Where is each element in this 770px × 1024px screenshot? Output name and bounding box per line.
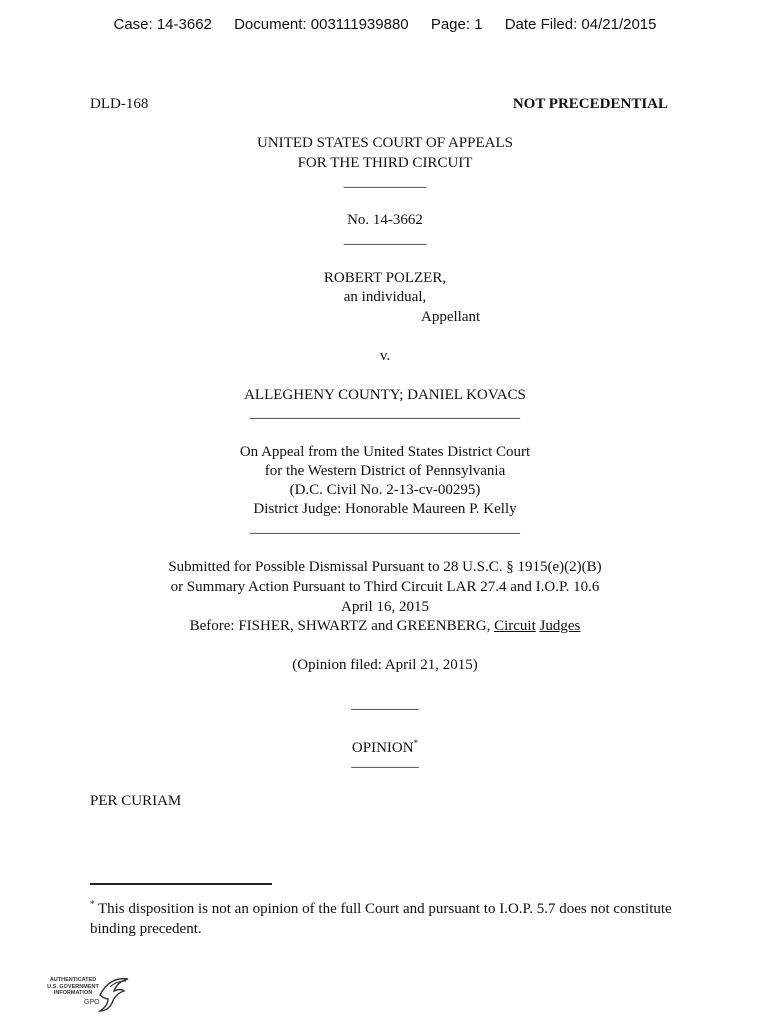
panel-before: Before: FISHER, SHWARTZ and GREENBERG, (189, 618, 491, 634)
footnote-divider (90, 883, 272, 885)
court-name-line1: UNITED STATES COURT OF APPEALS (257, 135, 513, 151)
precedential-status: NOT PRECEDENTIAL (512, 96, 668, 112)
separator-rule: _________ (351, 754, 419, 770)
separator-rule: _________ (351, 696, 419, 712)
appellant-role: Appellant (421, 309, 481, 325)
gpo-label: GPO (84, 999, 100, 1006)
separator-rule: ____________________________________ (250, 520, 520, 536)
versus: v. (379, 348, 391, 364)
submission-line2: or Summary Action Pursuant to Third Circuit LAR 27.4 and I.O.P. 10.6 (170, 579, 600, 595)
appellees: ALLEGHENY COUNTY; DANIEL KOVACS (244, 387, 526, 403)
panel-judges-word: Judges (539, 618, 581, 634)
panel-circuit: Circuit (494, 618, 536, 634)
panel-judges (0, 616, 770, 636)
appeal-line2: for the Western District of Pennsylvania (264, 463, 506, 479)
gpo-authentication-logo (44, 973, 134, 1017)
appeal-line1: On Appeal from the United States District Court (239, 444, 531, 460)
footnote-marker: * (90, 899, 95, 909)
opinion-title-text: OPINION (351, 740, 414, 756)
separator-rule: ___________ (343, 174, 427, 190)
footnote (90, 894, 680, 939)
per-curiam: PER CURIAM (90, 793, 182, 809)
appellant-name: ROBERT POLZER, (323, 270, 447, 286)
eagle-icon (96, 975, 130, 1013)
separator-rule: ___________ (343, 231, 427, 247)
appeal-line3: (D.C. Civil No. 2-13-cv-00295) (289, 482, 481, 498)
date-filed: Date Filed: 04/21/2015 (504, 16, 657, 33)
appellant-description: an individual, (343, 289, 427, 305)
separator-rule: ____________________________________ (250, 405, 520, 421)
case-number: Case: 14-3662 (113, 16, 212, 33)
submission-line1: Submitted for Possible Dismissal Pursuant to 28 U.S.C. § 1915(e)(2)(B) (168, 559, 602, 575)
doc-id: DLD-168 (90, 96, 149, 112)
document-number: Document: 003111939880 (234, 16, 409, 33)
submission-date: April 16, 2015 (341, 599, 429, 615)
court-name-line2: FOR THE THIRD CIRCUIT (297, 155, 473, 171)
document-header (0, 16, 770, 33)
opinion-footnote-marker: * (413, 738, 419, 748)
opinion-filed: (Opinion filed: April 21, 2015) (292, 657, 478, 673)
docket-number: No. 14-3662 (347, 212, 423, 228)
page-number: Page: 1 (430, 16, 483, 33)
district-judge: District Judge: Honorable Maureen P. Kelly (253, 501, 517, 517)
footnote-text: This disposition is not an opinion of the full Court and pursuant to I.O.P. 5.7 does not constitute binding precedent. (90, 901, 672, 937)
gpo-logo-text: AUTHENTICATED U.S. GOVERNMENT INFORMATION (47, 977, 99, 996)
